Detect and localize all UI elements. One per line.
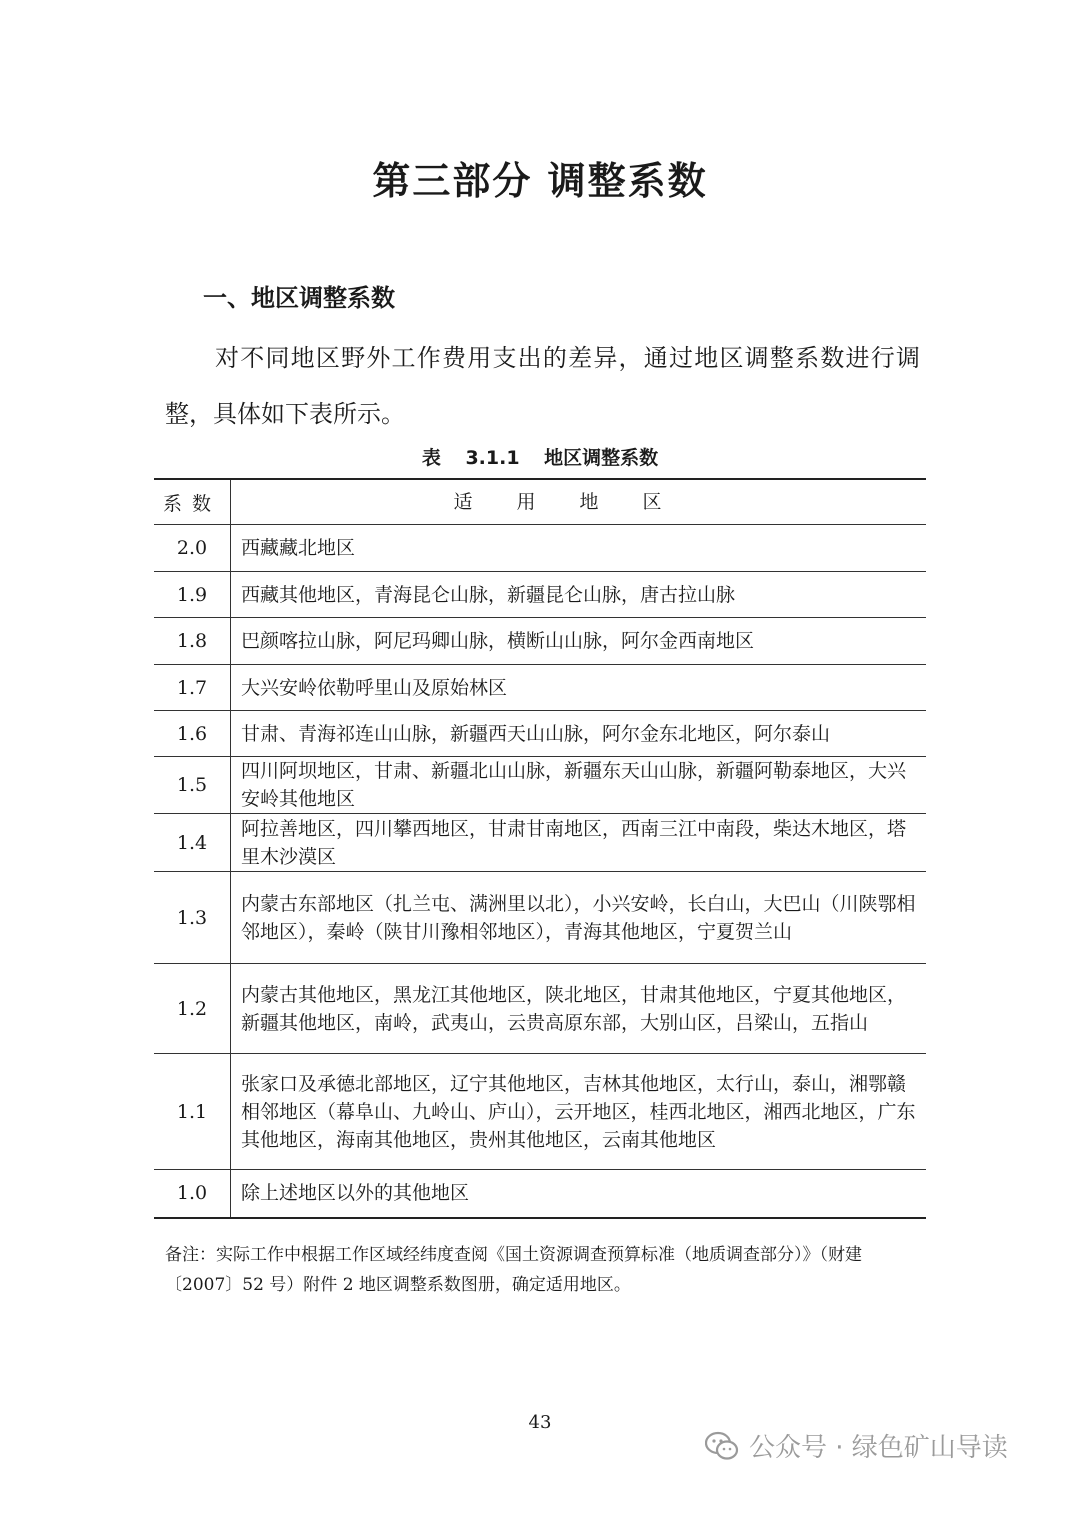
coefficient-cell: 1.2 <box>154 964 231 1054</box>
table-row <box>154 1054 926 1170</box>
section-heading: 一、地区调整系数 <box>203 284 395 312</box>
region-cell: 内蒙古其他地区，黑龙江其他地区，陕北地区，甘肃其他地区，宁夏其他地区，新疆其他地区，南岭，武夷山，云贵高原东部，大别山区，吕梁山，五指山 <box>231 964 927 1054</box>
coefficient-cell: 1.4 <box>154 814 231 872</box>
watermark <box>705 1427 1008 1464</box>
page-number: 43 <box>528 1412 552 1433</box>
table-row <box>154 711 926 757</box>
coefficient-cell: 1.7 <box>154 665 231 711</box>
intro-paragraph: 对不同地区野外工作费用支出的差异，通过地区调整系数进行调整，具体如下表所示。 <box>165 344 920 428</box>
table-header-row <box>154 479 926 525</box>
coefficient-table <box>154 478 926 1219</box>
header-region: 适用地区 <box>231 479 927 525</box>
table-note: 备注：实际工作中根据工作区域经纬度查阅《国土资源调查预算标准（地质调查部分）》（财建〔2007〕52 号）附件 2 地区调整系数图册，确定适用地区。 <box>165 1245 862 1295</box>
table-row <box>154 872 926 964</box>
region-cell: 巴颜喀拉山脉，阿尼玛卿山脉，横断山山脉，阿尔金西南地区 <box>231 618 927 665</box>
coefficient-cell: 1.1 <box>154 1054 231 1170</box>
region-cell: 大兴安岭依勒呼里山及原始林区 <box>231 665 927 711</box>
region-cell: 四川阿坝地区，甘肃、新疆北山山脉，新疆东天山山脉，新疆阿勒泰地区，大兴安岭其他地区 <box>231 757 927 814</box>
region-cell: 阿拉善地区，四川攀西地区，甘肃甘南地区，西南三江中南段，柴达木地区，塔里木沙漠区 <box>231 814 927 872</box>
page-title: 第三部分 调整系数 <box>372 159 708 203</box>
coefficient-cell: 1.0 <box>154 1170 231 1218</box>
coefficient-cell: 1.9 <box>154 572 231 618</box>
table-row <box>154 572 926 618</box>
region-cell: 张家口及承德北部地区，辽宁其他地区，吉林其他地区，太行山，泰山，湘鄂赣相邻地区（幕阜山、九岭山、庐山），云开地区，桂西北地区，湘西北地区，广东其他地区，海南其他地区，贵州其他地区，云南其他地区 <box>231 1054 927 1170</box>
table-row <box>154 814 926 872</box>
coefficient-cell: 1.3 <box>154 872 231 964</box>
watermark-text: 公众号 · 绿色矿山导读 <box>749 1433 1008 1463</box>
table-row <box>154 665 926 711</box>
coefficient-cell: 1.6 <box>154 711 231 757</box>
table-row <box>154 964 926 1054</box>
region-cell: 西藏藏北地区 <box>231 525 927 572</box>
table-row <box>154 757 926 814</box>
coefficient-cell: 2.0 <box>154 525 231 572</box>
region-cell: 内蒙古东部地区（扎兰屯、满洲里以北），小兴安岭，长白山，大巴山（川陕鄂相邻地区），秦岭（陕甘川豫相邻地区），青海其他地区，宁夏贺兰山 <box>231 872 927 964</box>
table-row <box>154 618 926 665</box>
region-cell: 甘肃、青海祁连山山脉，新疆西天山山脉，阿尔金东北地区，阿尔泰山 <box>231 711 927 757</box>
region-cell: 西藏其他地区，青海昆仑山脉，新疆昆仑山脉，唐古拉山脉 <box>231 572 927 618</box>
header-coefficient: 系数 <box>154 479 231 525</box>
table-row <box>154 1170 926 1218</box>
table-row <box>154 525 926 572</box>
coefficient-cell: 1.8 <box>154 618 231 665</box>
table-caption: 表 3.1.1 地区调整系数 <box>421 447 659 469</box>
wechat-icon <box>705 1431 739 1461</box>
region-cell: 除上述地区以外的其他地区 <box>231 1170 927 1218</box>
coefficient-cell: 1.5 <box>154 757 231 814</box>
